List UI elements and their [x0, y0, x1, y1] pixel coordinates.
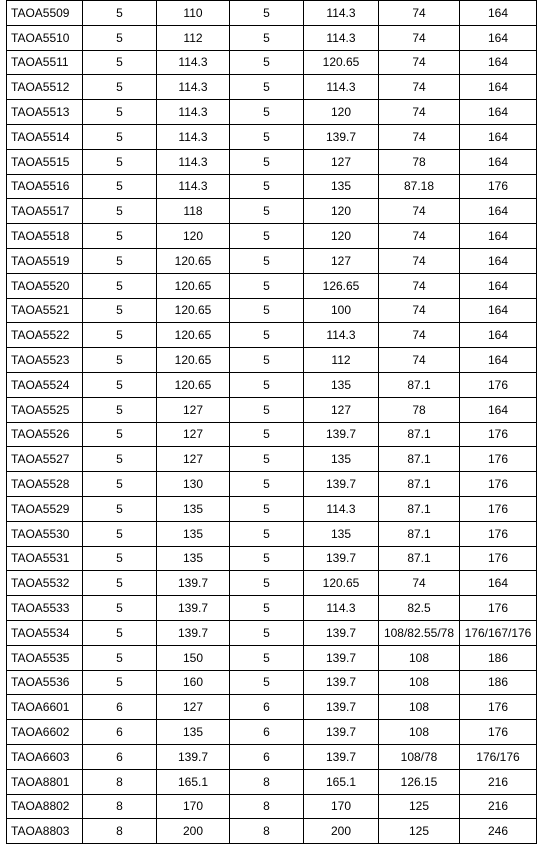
- col6-cell: 74: [379, 100, 460, 125]
- col6-cell: 108: [379, 645, 460, 670]
- col6-cell: 87.1: [379, 422, 460, 447]
- col7-cell: 176: [460, 496, 537, 521]
- col6-cell: 74: [379, 348, 460, 373]
- col2-cell: 6: [83, 695, 157, 720]
- col7-cell: 176: [460, 596, 537, 621]
- table-row: [7, 769, 537, 794]
- col4-cell: 5: [230, 174, 304, 199]
- col7-cell: 164: [460, 1, 537, 26]
- col6-cell: 74: [379, 224, 460, 249]
- col6-cell: 87.1: [379, 496, 460, 521]
- col4-cell: 5: [230, 1, 304, 26]
- col6-cell: 125: [379, 819, 460, 844]
- col5-cell: 139.7: [304, 472, 379, 497]
- col2-cell: 5: [83, 348, 157, 373]
- col5-cell: 139.7: [304, 744, 379, 769]
- col5-cell: 120: [304, 199, 379, 224]
- col7-cell: 216: [460, 769, 537, 794]
- model-cell: TAOA5520: [7, 273, 83, 298]
- col5-cell: 126.65: [304, 273, 379, 298]
- col7-cell: 176: [460, 447, 537, 472]
- col7-cell: 176: [460, 720, 537, 745]
- table-row: [7, 248, 537, 273]
- col7-cell: 186: [460, 670, 537, 695]
- col5-cell: 139.7: [304, 124, 379, 149]
- col5-cell: 114.3: [304, 596, 379, 621]
- col3-cell: 120.65: [157, 323, 230, 348]
- col2-cell: 5: [83, 298, 157, 323]
- col3-cell: 135: [157, 546, 230, 571]
- col7-cell: 164: [460, 323, 537, 348]
- col7-cell: 164: [460, 25, 537, 50]
- col2-cell: 5: [83, 571, 157, 596]
- col6-cell: 78: [379, 397, 460, 422]
- table-row: [7, 75, 537, 100]
- col6-cell: 108/82.55/78: [379, 620, 460, 645]
- col3-cell: 120.65: [157, 348, 230, 373]
- col5-cell: 120: [304, 100, 379, 125]
- col5-cell: 139.7: [304, 645, 379, 670]
- model-cell: TAOA5529: [7, 496, 83, 521]
- col4-cell: 6: [230, 720, 304, 745]
- col3-cell: 135: [157, 720, 230, 745]
- table-row: [7, 422, 537, 447]
- col7-cell: 216: [460, 794, 537, 819]
- col2-cell: 5: [83, 521, 157, 546]
- table-row: [7, 620, 537, 645]
- col3-cell: 114.3: [157, 100, 230, 125]
- col2-cell: 5: [83, 100, 157, 125]
- col6-cell: 108/78: [379, 744, 460, 769]
- col5-cell: 139.7: [304, 422, 379, 447]
- col4-cell: 5: [230, 323, 304, 348]
- col4-cell: 6: [230, 695, 304, 720]
- model-cell: TAOA5523: [7, 348, 83, 373]
- table-row: [7, 447, 537, 472]
- col6-cell: 74: [379, 323, 460, 348]
- col4-cell: 6: [230, 744, 304, 769]
- col4-cell: 5: [230, 149, 304, 174]
- col7-cell: 176: [460, 521, 537, 546]
- col7-cell: 176: [460, 174, 537, 199]
- col2-cell: 5: [83, 372, 157, 397]
- col2-cell: 8: [83, 794, 157, 819]
- model-cell: TAOA5525: [7, 397, 83, 422]
- col4-cell: 5: [230, 472, 304, 497]
- col7-cell: 186: [460, 645, 537, 670]
- col4-cell: 5: [230, 372, 304, 397]
- model-cell: TAOA5531: [7, 546, 83, 571]
- col5-cell: 100: [304, 298, 379, 323]
- col4-cell: 5: [230, 248, 304, 273]
- col3-cell: 160: [157, 670, 230, 695]
- col5-cell: 120: [304, 224, 379, 249]
- col2-cell: 5: [83, 50, 157, 75]
- model-cell: TAOA5514: [7, 124, 83, 149]
- col7-cell: 164: [460, 273, 537, 298]
- col7-cell: 176: [460, 422, 537, 447]
- col7-cell: 164: [460, 75, 537, 100]
- col2-cell: 5: [83, 447, 157, 472]
- table-row: [7, 50, 537, 75]
- col6-cell: 74: [379, 298, 460, 323]
- model-cell: TAOA5516: [7, 174, 83, 199]
- col4-cell: 5: [230, 620, 304, 645]
- model-cell: TAOA6601: [7, 695, 83, 720]
- col3-cell: 170: [157, 794, 230, 819]
- col5-cell: 114.3: [304, 323, 379, 348]
- col7-cell: 164: [460, 100, 537, 125]
- table-row: [7, 670, 537, 695]
- table-row: [7, 1, 537, 26]
- model-cell: TAOA5535: [7, 645, 83, 670]
- model-cell: TAOA5513: [7, 100, 83, 125]
- model-cell: TAOA5515: [7, 149, 83, 174]
- table-row: [7, 596, 537, 621]
- col3-cell: 127: [157, 695, 230, 720]
- col2-cell: 5: [83, 596, 157, 621]
- col7-cell: 164: [460, 124, 537, 149]
- col6-cell: 87.1: [379, 521, 460, 546]
- col4-cell: 5: [230, 50, 304, 75]
- col2-cell: 5: [83, 149, 157, 174]
- table-row: [7, 224, 537, 249]
- model-cell: TAOA5524: [7, 372, 83, 397]
- col7-cell: 176: [460, 372, 537, 397]
- col6-cell: 108: [379, 695, 460, 720]
- col3-cell: 165.1: [157, 769, 230, 794]
- col3-cell: 110: [157, 1, 230, 26]
- col4-cell: 5: [230, 571, 304, 596]
- model-cell: TAOA5528: [7, 472, 83, 497]
- col5-cell: 120.65: [304, 50, 379, 75]
- col5-cell: 135: [304, 372, 379, 397]
- col5-cell: 127: [304, 397, 379, 422]
- col5-cell: 120.65: [304, 571, 379, 596]
- col5-cell: 135: [304, 521, 379, 546]
- table-row: [7, 546, 537, 571]
- table-row: [7, 25, 537, 50]
- col6-cell: 74: [379, 75, 460, 100]
- col2-cell: 5: [83, 397, 157, 422]
- model-cell: TAOA5534: [7, 620, 83, 645]
- table-row: [7, 695, 537, 720]
- col5-cell: 139.7: [304, 546, 379, 571]
- model-cell: TAOA6602: [7, 720, 83, 745]
- col7-cell: 164: [460, 248, 537, 273]
- model-cell: TAOA5536: [7, 670, 83, 695]
- col7-cell: 164: [460, 397, 537, 422]
- col7-cell: 176: [460, 472, 537, 497]
- col3-cell: 130: [157, 472, 230, 497]
- col2-cell: 5: [83, 546, 157, 571]
- table-row: [7, 199, 537, 224]
- col2-cell: 5: [83, 199, 157, 224]
- model-cell: TAOA5527: [7, 447, 83, 472]
- col3-cell: 127: [157, 447, 230, 472]
- model-cell: TAOA5533: [7, 596, 83, 621]
- col5-cell: 135: [304, 447, 379, 472]
- col3-cell: 150: [157, 645, 230, 670]
- table-row: [7, 794, 537, 819]
- col4-cell: 5: [230, 521, 304, 546]
- col5-cell: 127: [304, 149, 379, 174]
- col7-cell: 164: [460, 224, 537, 249]
- col3-cell: 139.7: [157, 620, 230, 645]
- table-row: [7, 323, 537, 348]
- table-row: [7, 645, 537, 670]
- spec-table: [6, 0, 537, 844]
- table-row: [7, 521, 537, 546]
- col7-cell: 176/176: [460, 744, 537, 769]
- col7-cell: 164: [460, 571, 537, 596]
- col4-cell: 5: [230, 25, 304, 50]
- col4-cell: 8: [230, 794, 304, 819]
- col4-cell: 5: [230, 100, 304, 125]
- col5-cell: 139.7: [304, 720, 379, 745]
- col6-cell: 108: [379, 720, 460, 745]
- model-cell: TAOA5519: [7, 248, 83, 273]
- col2-cell: 5: [83, 25, 157, 50]
- table-row: [7, 124, 537, 149]
- col5-cell: 114.3: [304, 25, 379, 50]
- col3-cell: 139.7: [157, 744, 230, 769]
- col5-cell: 127: [304, 248, 379, 273]
- model-cell: TAOA5532: [7, 571, 83, 596]
- col2-cell: 5: [83, 174, 157, 199]
- col2-cell: 5: [83, 273, 157, 298]
- col3-cell: 139.7: [157, 596, 230, 621]
- col5-cell: 170: [304, 794, 379, 819]
- model-cell: TAOA5511: [7, 50, 83, 75]
- col2-cell: 6: [83, 744, 157, 769]
- col3-cell: 114.3: [157, 50, 230, 75]
- col3-cell: 120.65: [157, 273, 230, 298]
- col6-cell: 74: [379, 1, 460, 26]
- col5-cell: 112: [304, 348, 379, 373]
- col3-cell: 139.7: [157, 571, 230, 596]
- model-cell: TAOA5509: [7, 1, 83, 26]
- col3-cell: 120.65: [157, 372, 230, 397]
- col4-cell: 5: [230, 422, 304, 447]
- col3-cell: 114.3: [157, 174, 230, 199]
- col3-cell: 120.65: [157, 298, 230, 323]
- table-row: [7, 819, 537, 844]
- col3-cell: 114.3: [157, 124, 230, 149]
- col7-cell: 176/167/176: [460, 620, 537, 645]
- col2-cell: 5: [83, 620, 157, 645]
- model-cell: TAOA5522: [7, 323, 83, 348]
- table-row: [7, 298, 537, 323]
- col3-cell: 114.3: [157, 75, 230, 100]
- col3-cell: 127: [157, 422, 230, 447]
- col7-cell: 164: [460, 199, 537, 224]
- col6-cell: 78: [379, 149, 460, 174]
- table-row: [7, 100, 537, 125]
- col4-cell: 5: [230, 124, 304, 149]
- col4-cell: 5: [230, 447, 304, 472]
- table-row: [7, 496, 537, 521]
- col4-cell: 5: [230, 670, 304, 695]
- col3-cell: 120.65: [157, 248, 230, 273]
- col3-cell: 112: [157, 25, 230, 50]
- col6-cell: 87.1: [379, 447, 460, 472]
- col3-cell: 135: [157, 521, 230, 546]
- col2-cell: 5: [83, 224, 157, 249]
- col6-cell: 74: [379, 124, 460, 149]
- col3-cell: 114.3: [157, 149, 230, 174]
- col6-cell: 87.1: [379, 546, 460, 571]
- model-cell: TAOA5530: [7, 521, 83, 546]
- col2-cell: 5: [83, 248, 157, 273]
- model-cell: TAOA6603: [7, 744, 83, 769]
- col4-cell: 5: [230, 546, 304, 571]
- spec-table-body: [7, 1, 537, 844]
- col4-cell: 5: [230, 397, 304, 422]
- col4-cell: 5: [230, 273, 304, 298]
- model-cell: TAOA8802: [7, 794, 83, 819]
- col6-cell: 126.15: [379, 769, 460, 794]
- col4-cell: 8: [230, 769, 304, 794]
- col5-cell: 139.7: [304, 670, 379, 695]
- col2-cell: 5: [83, 645, 157, 670]
- col3-cell: 200: [157, 819, 230, 844]
- model-cell: TAOA8803: [7, 819, 83, 844]
- col2-cell: 5: [83, 670, 157, 695]
- col2-cell: 5: [83, 1, 157, 26]
- model-cell: TAOA5521: [7, 298, 83, 323]
- col7-cell: 164: [460, 50, 537, 75]
- col5-cell: 139.7: [304, 695, 379, 720]
- col6-cell: 87.18: [379, 174, 460, 199]
- col4-cell: 5: [230, 75, 304, 100]
- col4-cell: 5: [230, 645, 304, 670]
- col7-cell: 164: [460, 348, 537, 373]
- model-cell: TAOA5517: [7, 199, 83, 224]
- model-cell: TAOA5526: [7, 422, 83, 447]
- col7-cell: 176: [460, 546, 537, 571]
- table-row: [7, 744, 537, 769]
- col5-cell: 139.7: [304, 620, 379, 645]
- table-row: [7, 720, 537, 745]
- col6-cell: 74: [379, 199, 460, 224]
- col2-cell: 5: [83, 75, 157, 100]
- table-row: [7, 472, 537, 497]
- col6-cell: 82.5: [379, 596, 460, 621]
- table-row: [7, 348, 537, 373]
- table-row: [7, 571, 537, 596]
- col5-cell: 135: [304, 174, 379, 199]
- col7-cell: 164: [460, 149, 537, 174]
- col3-cell: 127: [157, 397, 230, 422]
- model-cell: TAOA5518: [7, 224, 83, 249]
- col3-cell: 120: [157, 224, 230, 249]
- col2-cell: 6: [83, 720, 157, 745]
- model-cell: TAOA5510: [7, 25, 83, 50]
- col6-cell: 74: [379, 25, 460, 50]
- col4-cell: 5: [230, 298, 304, 323]
- col2-cell: 8: [83, 819, 157, 844]
- col2-cell: 5: [83, 422, 157, 447]
- col4-cell: 5: [230, 199, 304, 224]
- col6-cell: 74: [379, 273, 460, 298]
- col4-cell: 5: [230, 348, 304, 373]
- col2-cell: 5: [83, 496, 157, 521]
- col2-cell: 8: [83, 769, 157, 794]
- col5-cell: 114.3: [304, 75, 379, 100]
- model-cell: TAOA8801: [7, 769, 83, 794]
- col2-cell: 5: [83, 323, 157, 348]
- table-row: [7, 372, 537, 397]
- col4-cell: 5: [230, 496, 304, 521]
- col4-cell: 8: [230, 819, 304, 844]
- col6-cell: 87.1: [379, 472, 460, 497]
- col3-cell: 135: [157, 496, 230, 521]
- table-row: [7, 397, 537, 422]
- col4-cell: 5: [230, 596, 304, 621]
- col5-cell: 200: [304, 819, 379, 844]
- col5-cell: 165.1: [304, 769, 379, 794]
- table-row: [7, 174, 537, 199]
- table-row: [7, 273, 537, 298]
- col7-cell: 164: [460, 298, 537, 323]
- col4-cell: 5: [230, 224, 304, 249]
- col5-cell: 114.3: [304, 496, 379, 521]
- col2-cell: 5: [83, 472, 157, 497]
- col7-cell: 176: [460, 695, 537, 720]
- col3-cell: 118: [157, 199, 230, 224]
- col6-cell: 74: [379, 571, 460, 596]
- col6-cell: 74: [379, 50, 460, 75]
- col5-cell: 114.3: [304, 1, 379, 26]
- col6-cell: 108: [379, 670, 460, 695]
- col2-cell: 5: [83, 124, 157, 149]
- col6-cell: 125: [379, 794, 460, 819]
- table-row: [7, 149, 537, 174]
- col6-cell: 87.1: [379, 372, 460, 397]
- model-cell: TAOA5512: [7, 75, 83, 100]
- col6-cell: 74: [379, 248, 460, 273]
- col7-cell: 246: [460, 819, 537, 844]
